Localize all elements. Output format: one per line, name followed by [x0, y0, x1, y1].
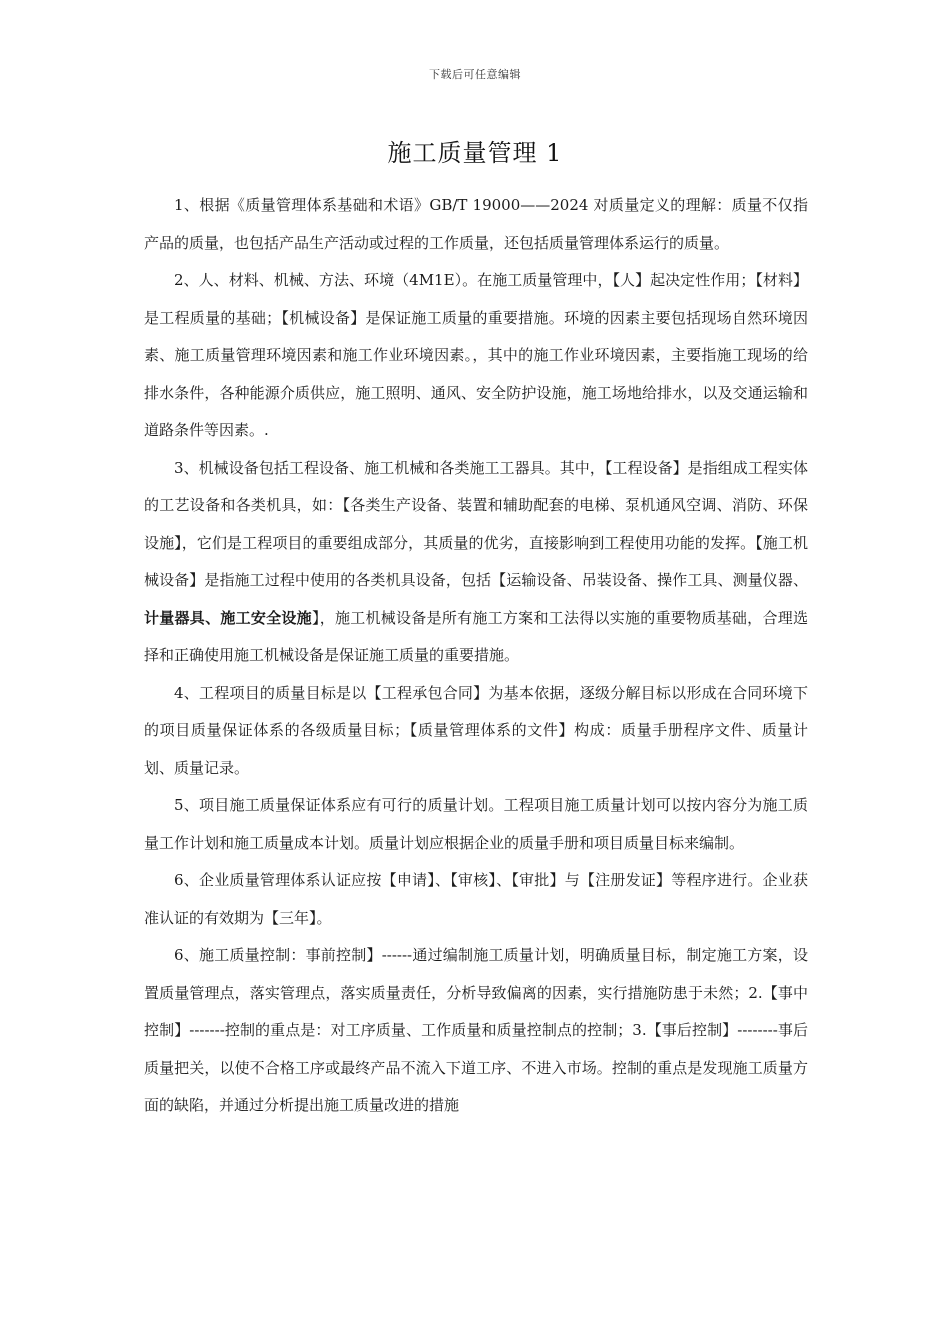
paragraph-3-text-end: 】，施工机械设备是所有施工方案和工法得以实施的重要物质基础，合理选择和正确使用施工机械设备是保证施工质量的重要措施。: [144, 608, 808, 664]
paragraph-6: 6、企业质量管理体系认证应按【申请】、【审核】、【审批】与【注册发证】等程序进行。企业获准认证的有效期为【三年】。: [144, 871, 808, 927]
paragraph-5: 5、项目施工质量保证体系应有可行的质量计划。工程项目施工质量计划可以按内容分为施工质量工作计划和施工质量成本计划。质量计划应根据企业的质量手册和项目质量目标来编制。: [144, 796, 808, 852]
page-header-note: 下载后可任意编辑: [429, 68, 521, 81]
paragraph-4: 4、工程项目的质量目标是以【工程承包合同】为基本依据，逐级分解目标以形成在合同环境下的项目质量保证体系的各级质量目标；【质量管理体系的文件】构成：质量手册程序文件、质量计划、质量记录。: [144, 683, 808, 777]
document-body: [144, 187, 808, 1125]
paragraph-3: [144, 450, 808, 675]
paragraph-7: 6、施工质量控制：事前控制】------通过编制施工质量计划，明确质量目标，制定施工方案，设置质量管理点，落实管理点，落实质量责任，分析导致偏离的因素，实行措施防患于未然；2.【事中控制】-------控制的重点是：对工序质量、工作质量和质量控制点的控制；3.【事后控制】--------事后质量把关，以使不合格工序或最终产品不流入下道工序、不进入市场。控制的重点是发现施工质量方面的缺陷，并通过分析提出施工质量改进的措施: [144, 946, 808, 1114]
paragraph-3-text-start: 3、机械设备包括工程设备、施工机械和各类施工工器具。其中，【工程设备】是指组成工程实体的工艺设备和各类机具，如：【各类生产设备、装置和辅助配套的电梯、泵机通风空调、消防、环保设施】，它们是工程项目的重要组成部分，其质量的优劣，直接影响到工程使用功能的发挥。【施工机械设备】是指施工过程中使用的各类机具设备，包括【运输设备、吊装设备、操作工具、测量仪器、: [144, 458, 808, 589]
paragraph-1: 1、根据《质量管理体系基础和术语》GB/T 19000——2024 对质量定义的理解：质量不仅指产品的质量，也包括产品生产活动或过程的工作质量，还包括质量管理体系运行的质量。: [144, 196, 808, 252]
paragraph-2: 2、人、材料、机械、方法、环境（4M1E）。在施工质量管理中，【人】起决定性作用；【材料】是工程质量的基础；【机械设备】是保证施工质量的重要措施。环境的因素主要包括现场自然环境因素、施工质量管理环境因素和施工作业环境因素。，其中的施工作业环境因素，主要指施工现场的给排水条件，各种能源介质供应，施工照明、通风、安全防护设施，施工场地给排水，以及交通运输和道路条件等因素。.: [144, 271, 808, 439]
paragraph-3-bold-text: 计量器具、施工安全设施: [144, 608, 312, 627]
document-title: 施工质量管理 1: [387, 139, 563, 167]
